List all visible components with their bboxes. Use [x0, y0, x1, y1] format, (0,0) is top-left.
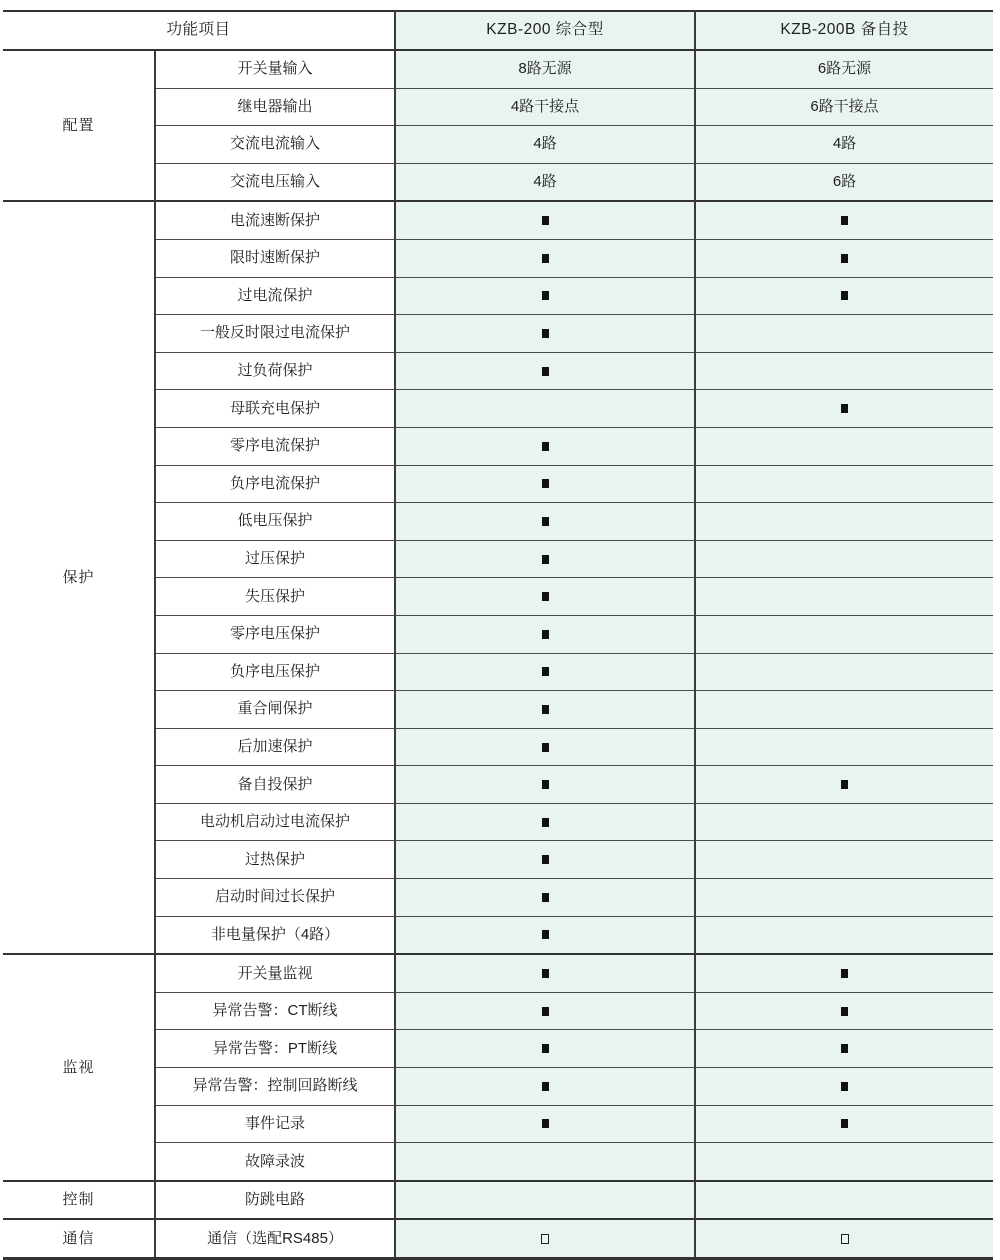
product-a-value-cell [395, 916, 695, 954]
feature-name-cell: 事件记录 [155, 1105, 395, 1143]
product-b-value-cell [695, 766, 993, 804]
supported-mark-icon [542, 517, 549, 526]
product-a-value-cell [395, 1143, 695, 1181]
product-b-value-cell [695, 390, 993, 428]
product-b-value-cell: 6路 [695, 163, 993, 201]
supported-mark-icon [542, 743, 549, 752]
supported-mark-icon [542, 1044, 549, 1053]
supported-mark-icon [841, 780, 848, 789]
feature-comparison-table [3, 10, 993, 1260]
product-a-value-cell [395, 879, 695, 917]
table-row [3, 1219, 993, 1258]
category-cell: 通信 [3, 1219, 155, 1258]
feature-name-cell: 负序电压保护 [155, 653, 395, 691]
product-a-value-cell [395, 653, 695, 691]
supported-mark-icon [542, 1119, 549, 1128]
product-b-value-cell [695, 1219, 993, 1258]
feature-name-cell: 故障录波 [155, 1143, 395, 1181]
feature-name-cell: 零序电流保护 [155, 427, 395, 465]
feature-name-cell: 异常告警：PT断线 [155, 1030, 395, 1068]
supported-mark-icon [542, 367, 549, 376]
product-b-value-cell [695, 201, 993, 239]
feature-name-cell: 非电量保护（4路） [155, 916, 395, 954]
feature-name-cell: 过负荷保护 [155, 352, 395, 390]
supported-mark-icon [841, 254, 848, 263]
comparison-table-body [3, 11, 993, 1259]
feature-name-cell: 防跳电路 [155, 1181, 395, 1220]
product-a-value-cell [395, 1105, 695, 1143]
supported-mark-icon [542, 291, 549, 300]
product-b-value-cell [695, 540, 993, 578]
product-b-value-cell [695, 1030, 993, 1068]
product-a-value-cell [395, 1181, 695, 1220]
product-b-value-cell [695, 465, 993, 503]
header-feature-column: 功能项目 [3, 11, 395, 50]
product-a-value-cell [395, 540, 695, 578]
product-b-value-cell [695, 1181, 993, 1220]
supported-mark-icon [841, 1082, 848, 1091]
product-a-value-cell: 8路无源 [395, 50, 695, 88]
feature-name-cell: 电动机启动过电流保护 [155, 803, 395, 841]
product-a-value-cell [395, 615, 695, 653]
feature-name-cell: 交流电压输入 [155, 163, 395, 201]
product-a-value-cell [395, 352, 695, 390]
feature-name-cell: 交流电流输入 [155, 126, 395, 164]
feature-name-cell: 母联充电保护 [155, 390, 395, 428]
supported-mark-icon [542, 969, 549, 978]
product-a-value-cell [395, 201, 695, 239]
supported-mark-icon [542, 780, 549, 789]
product-b-value-cell [695, 653, 993, 691]
supported-mark-icon [542, 216, 549, 225]
product-a-value-cell [395, 803, 695, 841]
product-a-value-cell [395, 954, 695, 992]
product-b-value-cell [695, 503, 993, 541]
optional-mark-icon [541, 1234, 549, 1244]
feature-name-cell: 电流速断保护 [155, 201, 395, 239]
table-row [3, 50, 993, 88]
supported-mark-icon [542, 667, 549, 676]
table-row [3, 1181, 993, 1220]
supported-mark-icon [542, 705, 549, 714]
product-a-value-cell [395, 578, 695, 616]
supported-mark-icon [542, 555, 549, 564]
product-a-value-cell [395, 1030, 695, 1068]
product-b-value-cell [695, 879, 993, 917]
product-a-value-cell [395, 277, 695, 315]
feature-name-cell: 启动时间过长保护 [155, 879, 395, 917]
product-b-value-cell: 6路干接点 [695, 88, 993, 126]
feature-name-cell: 开关量输入 [155, 50, 395, 88]
feature-name-cell: 过电流保护 [155, 277, 395, 315]
supported-mark-icon [542, 254, 549, 263]
feature-name-cell: 后加速保护 [155, 728, 395, 766]
product-b-value-cell: 4路 [695, 126, 993, 164]
table-row [3, 954, 993, 992]
feature-name-cell: 低电压保护 [155, 503, 395, 541]
product-a-value-cell [395, 427, 695, 465]
product-a-value-cell [395, 1219, 695, 1258]
product-b-value-cell [695, 728, 993, 766]
feature-name-cell: 异常告警：控制回路断线 [155, 1068, 395, 1106]
product-b-value-cell [695, 315, 993, 353]
product-a-value-cell [395, 992, 695, 1030]
supported-mark-icon [841, 404, 848, 413]
product-b-value-cell [695, 691, 993, 729]
supported-mark-icon [841, 1119, 848, 1128]
supported-mark-icon [542, 479, 549, 488]
feature-name-cell: 过压保护 [155, 540, 395, 578]
product-a-value-cell [395, 728, 695, 766]
feature-name-cell: 备自投保护 [155, 766, 395, 804]
supported-mark-icon [542, 893, 549, 902]
supported-mark-icon [841, 216, 848, 225]
feature-name-cell: 异常告警：CT断线 [155, 992, 395, 1030]
supported-mark-icon [542, 592, 549, 601]
table-row [3, 201, 993, 239]
product-a-value-cell [395, 503, 695, 541]
product-a-value-cell: 4路 [395, 126, 695, 164]
optional-mark-icon [841, 1234, 849, 1244]
product-a-value-cell: 4路干接点 [395, 88, 695, 126]
category-cell: 保护 [3, 201, 155, 954]
header-product-a: KZB-200 综合型 [395, 11, 695, 50]
product-b-value-cell [695, 352, 993, 390]
product-b-value-cell [695, 578, 993, 616]
product-a-value-cell [395, 315, 695, 353]
supported-mark-icon [841, 291, 848, 300]
product-a-value-cell: 4路 [395, 163, 695, 201]
product-a-value-cell [395, 766, 695, 804]
category-cell: 配置 [3, 50, 155, 201]
product-b-value-cell [695, 1143, 993, 1181]
table-header-row [3, 11, 993, 50]
feature-name-cell: 限时速断保护 [155, 239, 395, 277]
product-b-value-cell [695, 427, 993, 465]
feature-name-cell: 重合闸保护 [155, 691, 395, 729]
product-a-value-cell [395, 1068, 695, 1106]
category-cell: 监视 [3, 954, 155, 1181]
header-product-b: KZB-200B 备自投 [695, 11, 993, 50]
feature-name-cell: 过热保护 [155, 841, 395, 879]
supported-mark-icon [841, 1007, 848, 1016]
product-b-value-cell [695, 992, 993, 1030]
supported-mark-icon [542, 630, 549, 639]
supported-mark-icon [841, 1044, 848, 1053]
feature-name-cell: 开关量监视 [155, 954, 395, 992]
feature-name-cell: 通信（选配RS485） [155, 1219, 395, 1258]
feature-name-cell: 一般反时限过电流保护 [155, 315, 395, 353]
product-b-value-cell [695, 916, 993, 954]
supported-mark-icon [542, 930, 549, 939]
product-b-value-cell [695, 1068, 993, 1106]
feature-name-cell: 继电器输出 [155, 88, 395, 126]
product-b-value-cell [695, 239, 993, 277]
product-a-value-cell [395, 390, 695, 428]
product-b-value-cell [695, 841, 993, 879]
supported-mark-icon [542, 442, 549, 451]
product-a-value-cell [395, 691, 695, 729]
datasheet-page [0, 10, 1000, 1247]
product-b-value-cell [695, 615, 993, 653]
category-cell: 控制 [3, 1181, 155, 1220]
supported-mark-icon [542, 1007, 549, 1016]
product-b-value-cell: 6路无源 [695, 50, 993, 88]
product-b-value-cell [695, 954, 993, 992]
feature-name-cell: 零序电压保护 [155, 615, 395, 653]
product-b-value-cell [695, 277, 993, 315]
product-b-value-cell [695, 1105, 993, 1143]
supported-mark-icon [542, 1082, 549, 1091]
feature-name-cell: 负序电流保护 [155, 465, 395, 503]
product-a-value-cell [395, 841, 695, 879]
supported-mark-icon [841, 969, 848, 978]
product-a-value-cell [395, 465, 695, 503]
feature-name-cell: 失压保护 [155, 578, 395, 616]
supported-mark-icon [542, 818, 549, 827]
product-a-value-cell [395, 239, 695, 277]
supported-mark-icon [542, 855, 549, 864]
supported-mark-icon [542, 329, 549, 338]
product-b-value-cell [695, 803, 993, 841]
